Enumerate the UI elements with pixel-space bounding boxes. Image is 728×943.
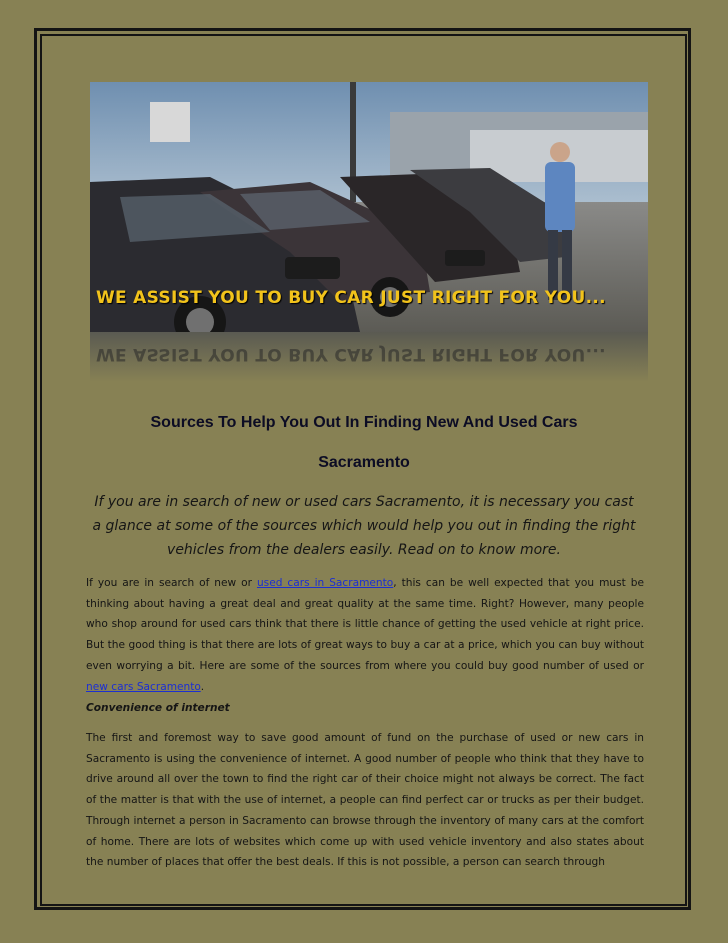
used-cars-link[interactable]: used cars in Sacramento xyxy=(256,577,394,589)
section-heading: Convenience of internet xyxy=(86,702,230,714)
document-title-line1: Sources To Help You Out In Finding New And Used Cars xyxy=(150,414,578,431)
document-title-line2: Sacramento xyxy=(318,454,410,471)
hero-caption: WE ASSIST YOU TO BUY CAR JUST RIGHT FOR YOU... xyxy=(96,288,606,308)
intro-paragraph: If you are in search of new or used cars Sacramento, it is necessary you cast a glance at some of the sources which would help you out in finding the right vehicles from the dealers easily. Read on to know more. xyxy=(92,494,636,558)
paragraph1-text-middle: , this can be well expected that you must be thinking about having a great deal and great quality at the same time. Right? However, many people who shop around for used cars think that there is little chance of getting the used vehicle at right price. But the good thing is that there are lots of great ways to buy a car at a price, which you can buy without even worrying a bit. Here are some of the sources from where you could buy good number of used or xyxy=(86,577,644,672)
hero-photo xyxy=(90,82,648,382)
body-paragraph-1 xyxy=(86,573,644,697)
new-cars-link[interactable]: new cars Sacramento xyxy=(86,680,201,693)
paragraph1-text-end: . xyxy=(200,680,205,693)
hero-caption-reflection: WE ASSIST YOU TO BUY CAR JUST RIGHT FOR YOU... xyxy=(96,344,606,364)
paragraph1-text-start: If you are in search of new or xyxy=(86,577,257,589)
hero-image xyxy=(90,82,648,382)
body-paragraph-2: The first and foremost way to save good amount of fund on the purchase of used or new cars in Sacramento is using the convenience of internet. A good number of people who think that they have to drive around all over the town to find the right car of their choice might not always be correct. The fact of the matter is that with the use of internet, a people can find perfect car or trucks as per their budget. Through internet a person in Sacramento can browse through the inventory of many cars at the comfort of home. There are lots of websites which come up with used vehicle inventory and also states about the number of places that offer the best deals. If this is not possible, a person can search through xyxy=(86,732,644,869)
